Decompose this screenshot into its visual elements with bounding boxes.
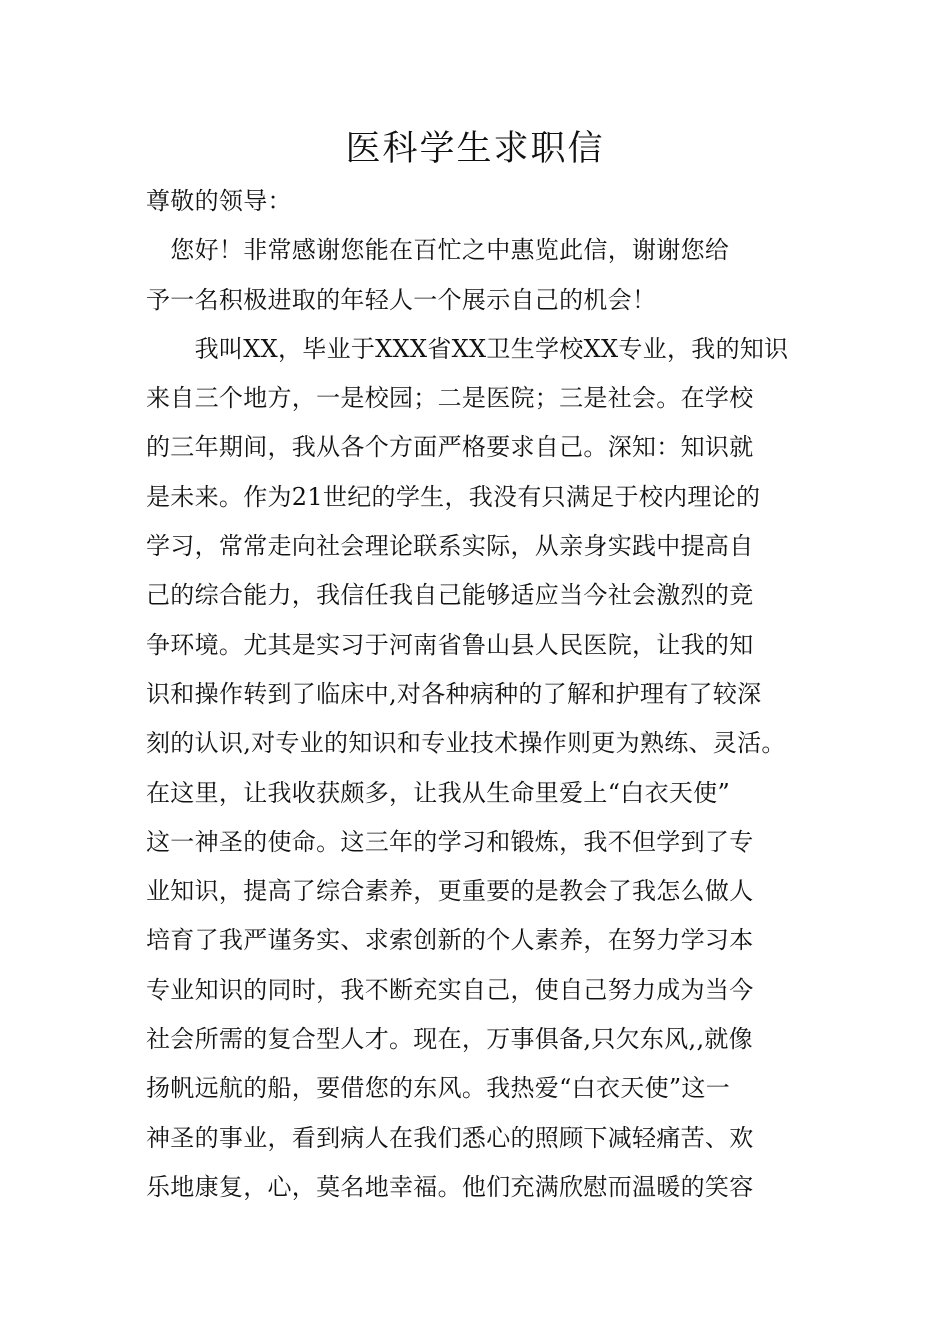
text-line: 神圣的事业，看到病人在我们悉心的照顾下减轻痛苦、欢 bbox=[146, 1123, 754, 1152]
text-line: 刻的认识,对专业的知识和专业技术操作则更为熟练、灵活。 bbox=[146, 729, 786, 758]
text-line: 识和操作转到了临床中,对各种病种的了解和护理有了较深 bbox=[146, 679, 762, 708]
text-line: 专业知识的同时，我不断充实自己，使自己努力成为当今 bbox=[146, 975, 754, 1004]
letter-body bbox=[146, 177, 826, 1212]
text-line: 争环境。尤其是实习于河南省鲁山县人民医院，让我的知 bbox=[146, 630, 754, 659]
text-line: 尊敬的领导： bbox=[146, 187, 292, 215]
text-line: 己的综合能力，我信任我自己能够适应当今社会激烈的竞 bbox=[146, 581, 754, 610]
text-line: 社会所需的复合型人才。现在，万事俱备,只欠东风,,就像 bbox=[146, 1025, 753, 1054]
text-line: 在这里，让我收获颇多，让我从生命里爱上“白衣天使” bbox=[146, 778, 731, 807]
text-line: 这一神圣的使命。这三年的学习和锻炼，我不但学到了专 bbox=[146, 827, 754, 856]
text-line: 乐地康复，心，莫名地幸福。他们充满欣慰而温暖的笑容 bbox=[146, 1172, 754, 1201]
text-line: 业知识，提高了综合素养，更重要的是教会了我怎么做人 bbox=[146, 877, 754, 906]
text-line: 扬帆远航的船，要借您的东风。我热爱“白衣天使”这一 bbox=[146, 1074, 731, 1103]
document-title: 医科学生求职信 bbox=[345, 129, 605, 169]
text-line: 您好！非常感谢您能在百忙之中惠览此信，谢谢您给 bbox=[146, 236, 730, 265]
text-line: 予一名积极进取的年轻人一个展示自己的机会！ bbox=[146, 285, 657, 314]
text-line: 来自三个地方，一是校园；二是医院；三是社会。在学校 bbox=[146, 384, 754, 413]
text-line: 我叫XX，毕业于XXX省XX卫生学校XX专业，我的知识 bbox=[146, 334, 789, 363]
text-line: 培育了我严谨务实、求索创新的个人素养，在努力学习本 bbox=[146, 926, 754, 955]
text-line: 是未来。作为21世纪的学生，我没有只满足于校内理论的 bbox=[146, 482, 761, 511]
text-line: 的三年期间，我从各个方面严格要求自己。深知：知识就 bbox=[146, 433, 754, 462]
text-line: 学习，常常走向社会理论联系实际，从亲身实践中提高自 bbox=[146, 532, 754, 561]
